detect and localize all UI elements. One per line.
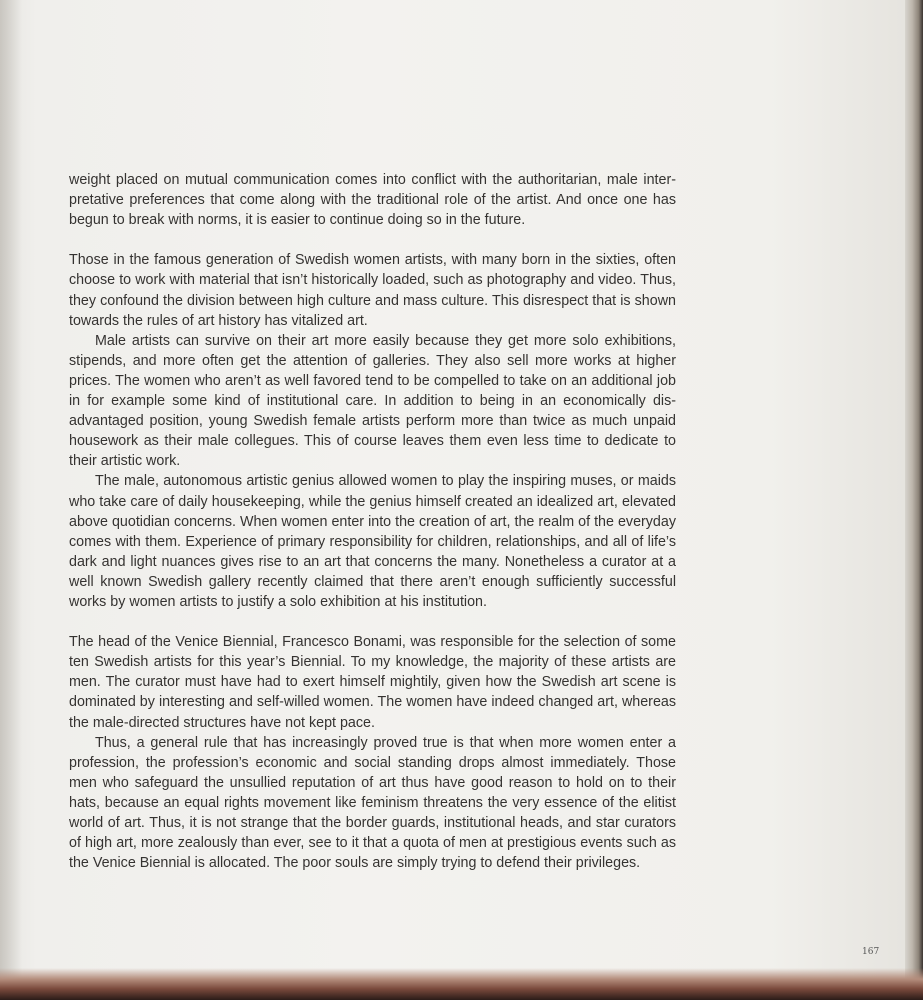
- gutter-shadow: [0, 0, 22, 985]
- page-edge-bottom: [0, 968, 923, 1000]
- body-text: [69, 170, 676, 873]
- paragraph: The male, autonomous artistic genius allowed women to play the inspiring muses, or maids who take care of daily housekeeping, while the genius himself created an idealized art, elevated above quotidian concerns. When women enter into the creation of art, the realm of the everyday comes with them. Experience of primary responsibility for children, relationships, and all of life’s dark and light nuances gives rise to an art that concerns the many. Nonetheless a curator at a well known Swedish gallery recently claimed that there aren’t enough sufficiently successful works by women artists to justify a solo exhibition at his institution.: [69, 473, 676, 610]
- paragraph: Male artists can survive on their art more easily because they get more solo exhibitions, stipends, and more often get the attention of galleries. They also sell more works at higher prices. The women who aren’t as well favored tend to be compelled to take on an additional job in for example some kind of institutional care. In addition to being in an economically dis-advantaged position, young Swedish female artists perform more than twice as much unpaid housework as their male collegues. This of course leaves them even less time to dedicate to their artistic work.: [69, 332, 676, 470]
- paragraph: Those in the famous generation of Swedish women artists, with many born in the sixties, often choose to work with material that isn’t historically loaded, such as photography and video. Thus, they confound the division between high culture and mass culture. This disrespect that is shown towards the rules of art history has vitalized art.: [69, 252, 676, 329]
- page-edge-right: [905, 0, 923, 1000]
- paragraph: Thus, a general rule that has increasingly proved true is that when more women enter a profession, the profession’s economic and social standing drops almost immediately. Those men who safeguard the unsullied reputation of art thus have good reason to hold on to their hats, because an equal rights movement like feminism threatens the very essence of the elitist world of art. Thus, it is not strange that the border guards, institutional heads, and star curators of high art, more zealously than ever, see to it that a quota of men at prestigious events such as the Venice Biennial is allocated. The poor souls are simply trying to defend their privileges.: [69, 734, 676, 872]
- page-number: 167: [862, 947, 880, 957]
- paragraph: The head of the Venice Biennial, Francesco Bonami, was responsible for the selection of some ten Swedish artists for this year’s Biennial. To my knowledge, the majority of these artists are men. The curator must have had to exert himself mightily, given how the Swedish art scene is dominated by interesting and self-willed women. The women have indeed changed art, whereas the male-directed structures have not kept pace.: [69, 634, 676, 731]
- paragraph: weight placed on mutual communication comes into conflict with the authoritarian, male inter-pretative preferences that come along with the traditional role of the artist. And once one has begun to break with norms, it is easier to continue doing so in the future.: [69, 172, 676, 229]
